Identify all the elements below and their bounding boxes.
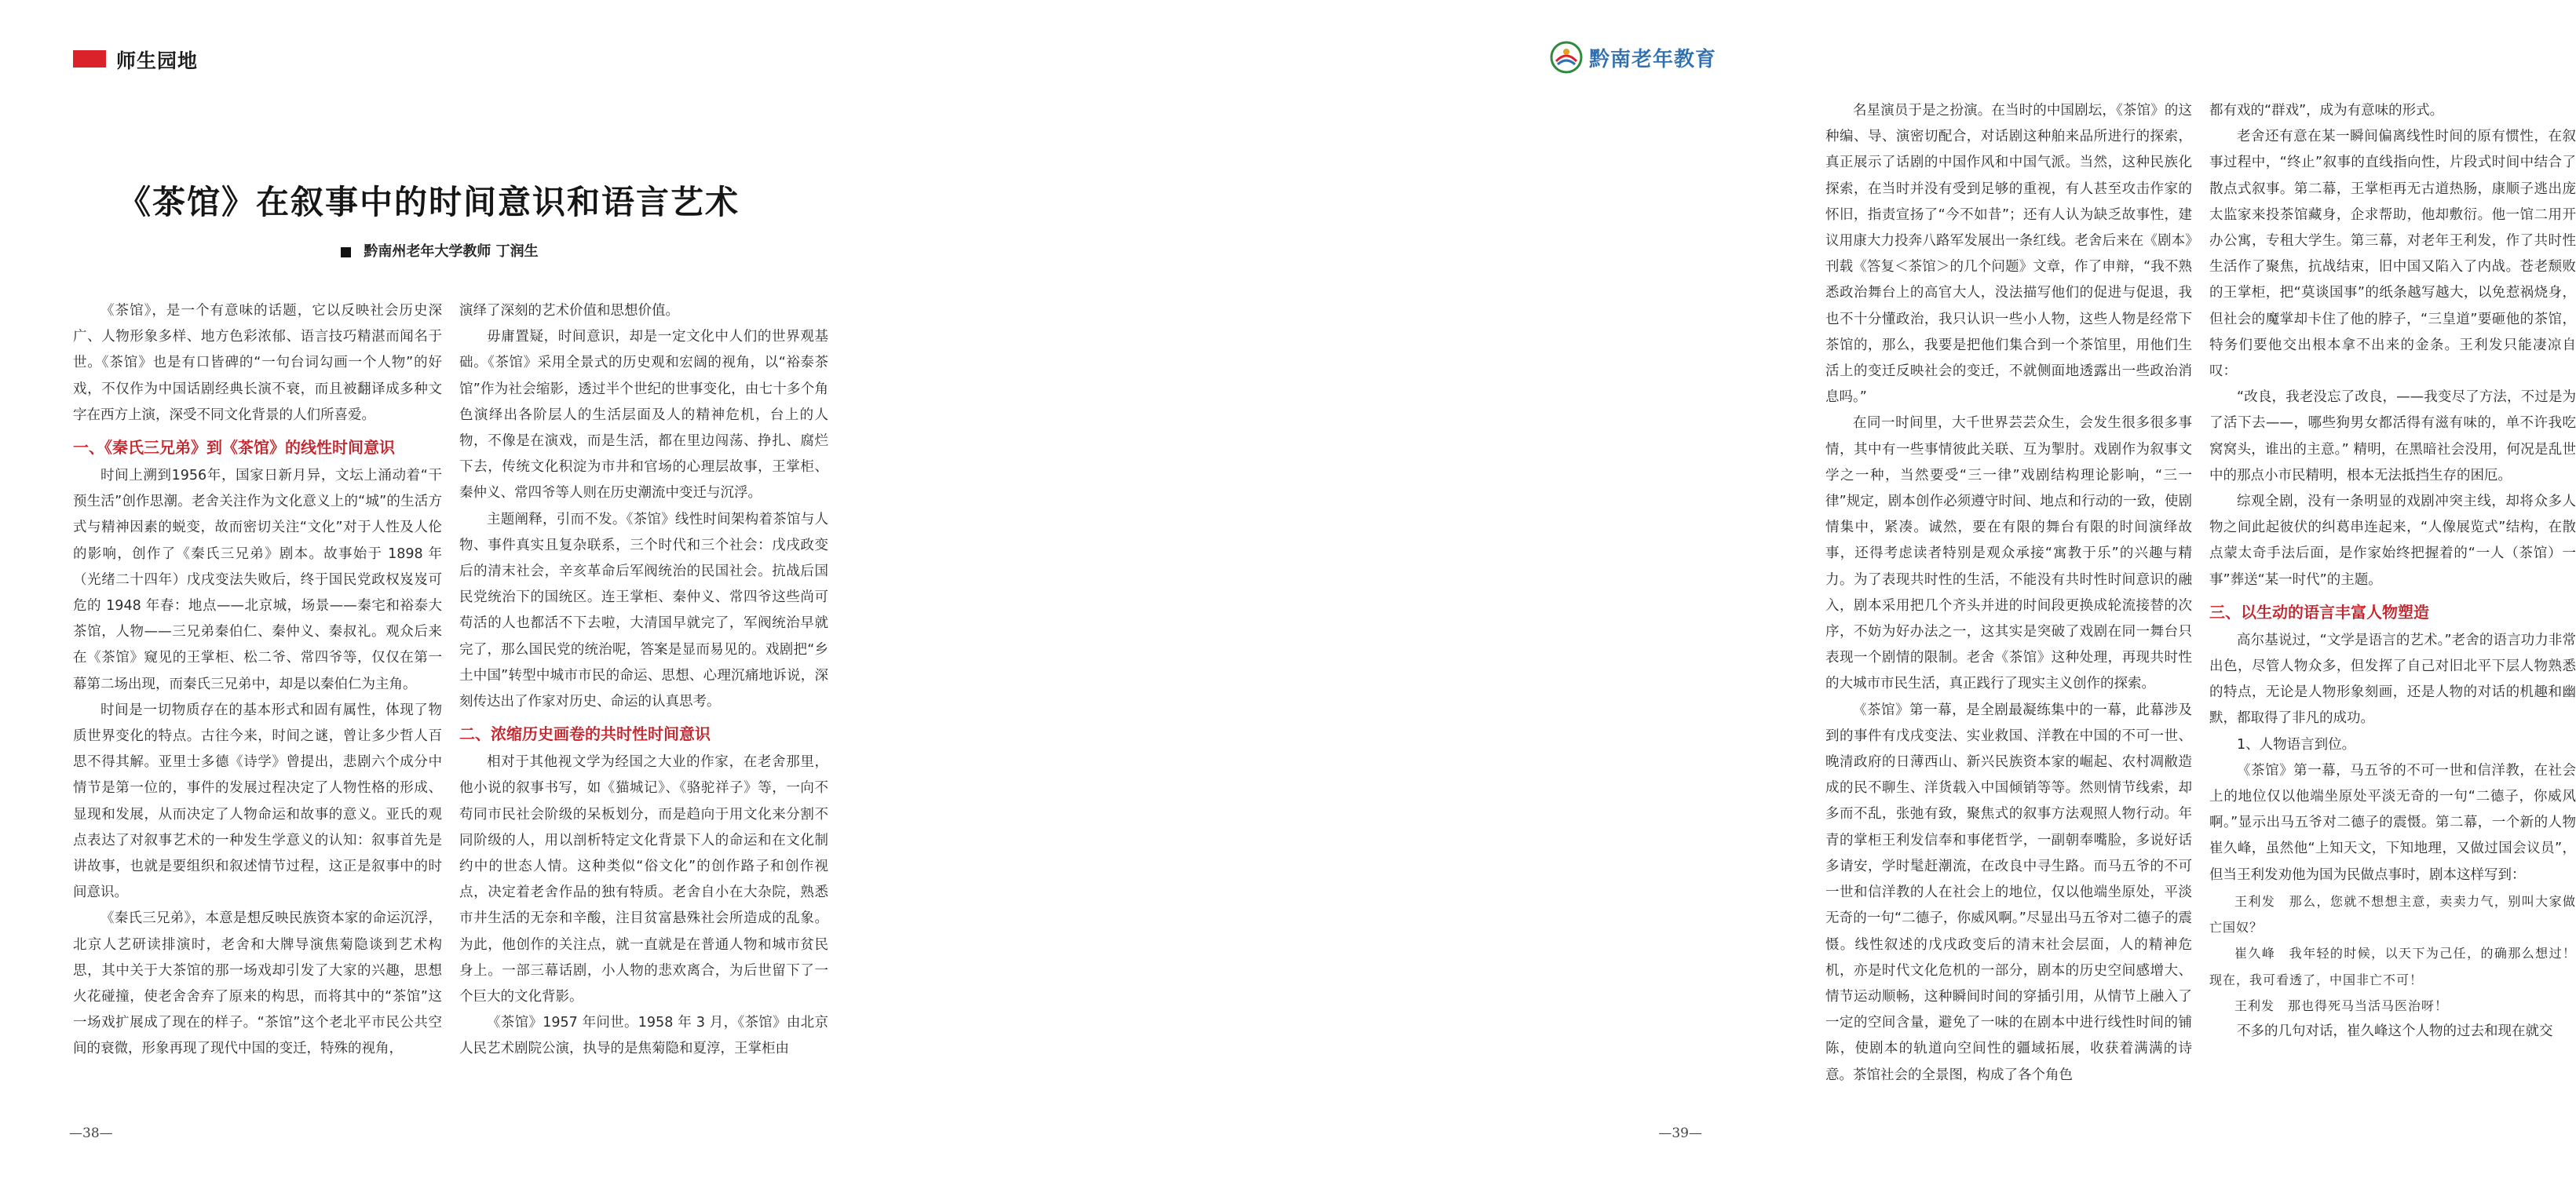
brand-logo-icon bbox=[1550, 41, 1583, 74]
column-1 bbox=[73, 298, 442, 1063]
paragraph: 《茶馆》1957 年问世。1958 年 3 月，《茶馆》由北京人民艺术剧院公演，执导的是焦菊隐和夏淳，王掌柜由 bbox=[459, 1015, 828, 1057]
paragraph: 1、人物语言到位。 bbox=[2237, 736, 2356, 753]
paragraph: 主题阐释，引而不发。《茶馆》线性时间架构着茶馆与人物、事件真实且复杂联系，三个时代和三个社会：戊戌政变后的清末社会，辛亥革命后军阀统治的民国社会。抗战后国民党统治下的国统区。连王掌柜、秦仲义、常四爷这些尚可苟活的人也都活不下去啦，大清国早就完了，军阀统治早就完了，那么国民党的统治呢，答案是显而易见的。戏剧把“乡土中国”转型中城市市民的命运、思想、心理沉痛地诉说，深刻传达出了作家对历史、命运的认真思考。 bbox=[459, 511, 828, 710]
paragraph: 《茶馆》第一幕，马五爷的不可一世和信洋教，在社会上的地位仅以他端坐原处平淡无奇的一句“二德子，你威风啊。”显示出马五爷对二德子的震慑。第二幕，一个新的人物崔久峰，虽然他“上知天文，下知地理，又做过国会议员”，但当王利发劝他为国为民做点事时，剧本这样写到： bbox=[2209, 762, 2576, 883]
square-bullet-icon bbox=[341, 247, 351, 257]
paragraph: 高尔基说过，“文学是语言的艺术。”老舍的语言功力非常出色，尽管人物众多，但发挥了自己对旧北平下层人物熟悉的特点，无论是人物形象刻画，还是人物的对话的机趣和幽默，都取得了非凡的成功。 bbox=[2209, 632, 2576, 727]
paragraph: 《茶馆》第一幕，是全剧最凝练集中的一幕，此幕涉及到的事件有戊戌变法、实业救国、洋教在中国的不可一世、晚清政府的日薄西山、新兴民族资本家的崛起、农村凋敝造成的民不聊生、洋货载入中国倾销等等。然则情节线索，却多而不乱，张弛有致，聚焦式的叙事方法观照人物行动。年青的掌柜王利发信奉和事佬哲学，一副朝奉嘴脸，多说好话多请安，学时髦赶潮流，在改良中寻生路。而马五爷的不可一世和信洋教的人在社会上的地位，仅以他端坐原处，平淡无奇的一句“二德子，你威风啊。”尽显出马五爷对二德子的震慑。线性叙述的戊戌政变后的清末社会层面，人的精神危机，亦是时代文化危机的一部分，剧本的历史空间感增大、情节运动顺畅，这种瞬间时间的穿插引用，从情节上融入了一定的空间含量，避免了一味的在剧本中进行线性时间的铺陈，使剧本的轨道向空间性的疆域拓展，收获着满满的诗意。茶馆社会的全景图，构成了各个角色 bbox=[1825, 702, 2192, 1083]
script-line: 王利发 那么，您就不想想主意，卖卖力气，别叫大家做亡国奴？ bbox=[2209, 893, 2576, 936]
paragraph: 综观全剧，没有一条明显的戏剧冲突主线，却将众多人物之间此起彼伏的纠葛串连起来，“人像展览式”结构，在散点蒙太奇手法后面，是作家始终把握着的“一人（茶馆）一事”葬送“某一时代”的主题。 bbox=[2209, 494, 2576, 588]
right-page bbox=[879, 0, 2576, 1193]
paragraph: 都有戏的“群戏”，成为有意味的形式。 bbox=[2209, 103, 2444, 119]
paragraph: 老舍还有意在某一瞬间偏离线性时间的原有惯性，在叙事过程中，“终止”叙事的直线指向性，片段式时间中结合了散点式叙事。第二幕，王掌柜再无古道热肠，康顺子逃出庞太监家来投茶馆藏身，企求帮助，他却敷衍。他一馆二用开办公寓，专租大学生。第三幕，对老年王利发，作了共时性生活作了聚焦，抗战结束，旧中国又陷入了内战。苍老颓败的王掌柜，把“莫谈国事”的纸条越写越大，以免惹祸烧身，但社会的魔掌却卡住了他的脖子，“三皇道”要砸他的茶馆，特务们要他交出根本拿不出来的金条。王利发只能凄凉自叹： bbox=[2209, 129, 2576, 380]
brand-name: 黔南老年教育 bbox=[1588, 47, 1716, 71]
page-number-left: —38— bbox=[69, 1126, 113, 1141]
byline-text: 黔南州老年大学教师 丁润生 bbox=[364, 243, 539, 260]
section-marker bbox=[73, 50, 106, 67]
paragraph: 演绎了深刻的艺术价值和思想价值。 bbox=[459, 303, 679, 319]
paragraph: 相对于其他视文学为经国之大业的作家，在老舍那里，他小说的叙事书写，如《猫城记》、《骆驼祥子》等，一向不苟同市民社会阶级的呆板划分，而是趋向于用文化来分割不同阶级的人，用以剖析特定文化背景下人的命运和在文化制约中的世态人情。这种类似“俗文化”的创作路子和创作视点，决定着老舍作品的独有特质。老舍自小在大杂院，熟悉市井生活的无奈和辛酸，注目贫富悬殊社会所造成的乱象。为此，他创作的关注点，就一直就是在普通人物和城市贫民身上。一部三幕话剧，小人物的悲欢离合，为后世留下了一个巨大的文化背影。 bbox=[459, 754, 828, 1005]
paragraph: 名星演员于是之扮演。在当时的中国剧坛，《茶馆》的这种编、导、演密切配合，对话剧这种舶来品所进行的探索，真正展示了话剧的中国作风和中国气派。当然，这种民族化探索，在当时并没有受到足够的重视，有人甚至攻击作家的怀旧，指责宣扬了“今不如昔”；还有人认为缺乏故事性，建议用康大力投奔八路军发展出一条红线。老舍后来在《剧本》刊载《答复＜茶馆＞的几个问题》文章，作了申辩，“我不熟悉政治舞台上的高官大人，没法描写他们的促进与促退，我也不十分懂政治，我只认识一些小人物，这些人物是经常下茶馆的，那么，我要是把他们集合到一个茶馆里，用他们生活上的变迁反映社会的变迁，不就侧面地透露出一些政治消息吗。” bbox=[1825, 103, 2192, 406]
byline bbox=[0, 240, 879, 261]
paragraph: 在同一时间里，大千世界芸芸众生，会发生很多很多事情，其中有一些事情彼此关联、互为掣肘。戏剧作为叙事文学之一种，当然要受“三一律”戏剧结构理论影响，“三一律”规定，剧本创作必须遵守时间、地点和行动的一致，使剧情集中，紧凑。诚然，要在有限的舞台有限的时间演绎故事，还得考虑读者特别是观众承接“寓教于乐”的兴趣与精力。为了表现共时性的生活，不能没有共时性时间意识的融入，剧本采用把几个齐头并进的时间段更换成轮流接替的次序，不妨为好办法之一，这其实是突破了戏剧在同一舞台只表现一个剧情的限制。老舍《茶馆》这种处理，再现共时性的大城市市民生活，真正践行了现实主义创作的探索。 bbox=[1825, 415, 2192, 692]
paragraph: 毋庸置疑，时间意识，却是一定文化中人们的世界观基础。《茶馆》采用全景式的历史观和宏阔的视角，以“裕泰茶馆”作为社会缩影，透过半个世纪的世事变化，由七十多个角色演绎出各阶层人的生活层面及人的精神危机，台上的人物，不像是在演戏，而是生活，都在里边闯荡、挣扎、腐烂下去，传统文化积淀为市井和官场的心理层故事，王掌柜、秦仲义、常四爷等人则在历史潮流中变迁与沉浮。 bbox=[459, 329, 828, 502]
brand bbox=[1550, 41, 1716, 74]
paragraph: 时间上溯到1956年，国家日新月异，文坛上涌动着“干预生活”创作思潮。老舍关注作为文化意义上的“城”的生活方式与精神因素的蜕变，故而密切关注“文化”对于人性及人伦的影响，创作了《秦氏三兄弟》剧本。故事始于 1898 年（光绪二十四年）戊戌变法失败后，终于国民党政权岌岌可危的 1948 年春：地点——北京城，场景——秦宅和裕泰大茶馆，人物——三兄弟秦伯仁、秦仲义、秦叔礼。观众后来在《茶馆》窥见的王掌柜、松二爷、常四爷等，仅仅在第一幕第二场出现，而秦氏三兄弟中，却是以秦伯仁为主角。 bbox=[73, 468, 442, 692]
paragraph: 《茶馆》，是一个有意味的话题，它以反映社会历史深广、人物形象多样、地方色彩浓郁、语言技巧精湛而闻名于世。《茶馆》也是有口皆碑的“一句台词勾画一个人物”的好戏，不仅作为中国话剧经典长演不衰，而且被翻译成多种文字在西方上演，深受不同文化背景的人们所喜爱。 bbox=[73, 303, 442, 423]
script-line: 崔久峰 我年轻的时候，以天下为己任，的确那么想过！现在，我可看透了，中国非亡不可！ bbox=[2209, 946, 2576, 987]
article-title: 《茶馆》在叙事中的时间意识和语言艺术 bbox=[118, 183, 740, 221]
paragraph: 《秦氏三兄弟》，本意是想反映民族资本家的命运沉浮，北京人艺研读排演时，老舍和大牌导演焦菊隐谈到艺术构思，其中关于大茶馆的那一场戏却引发了大家的兴趣，思想火花碰撞，使老舍舍弃了原来的构思，而将其中的“茶馆”这一场戏扩展成了现在的样子。“茶馆”这个老北平市民公共空间的衰微，形象再现了现代中国的变迁，特殊的视角， bbox=[73, 910, 442, 1057]
column-2 bbox=[459, 298, 828, 1063]
paragraph: “改良，我老没忘了改良，——我变尽了方法，不过是为了活下去——，哪些狗男女都活得有滋有味的，单不许我吃窝窝头，谁出的主意。” 精明，在黑暗社会没用，何况是乱世中的那点小市民精明，根本无法抵挡生存的困厄。 bbox=[2209, 389, 2576, 483]
column-4 bbox=[2209, 98, 2576, 1045]
left-page bbox=[0, 0, 879, 1193]
paragraph: 不多的几句对话，崔久峰这个人物的过去和现在就交 bbox=[2237, 1023, 2553, 1039]
paragraph: 时间是一切物质存在的基本形式和固有属性，体现了物质世界变化的特点。古往今来，时间之谜，曾让多少哲人百思不得其解。亚里士多德《诗学》曾提出，悲剧六个成分中情节是第一位的，事件的发展过程决定了人物性格的形成、显现和发展，从而决定了人物命运和故事的意义。亚氏的观点表达了对叙事艺术的一种发生学意义的认知：叙事首先是讲故事，也就是要组织和叙述情节过程，这正是叙事中的时间意识。 bbox=[73, 702, 442, 901]
section-heading-3: 三、以生动的语言丰富人物塑造 bbox=[2209, 602, 2429, 622]
section-label: 师生园地 bbox=[116, 49, 199, 72]
page-number-right: —39— bbox=[1658, 1126, 1702, 1141]
section-heading-2: 二、浓缩历史画卷的共时性时间意识 bbox=[459, 724, 711, 744]
section-heading-1: 一、《秦氏三兄弟》到《茶馆》的线性时间意识 bbox=[73, 438, 395, 458]
column-3 bbox=[1825, 98, 2192, 1089]
script-line: 王利发 那也得死马当活马医治呀！ bbox=[2234, 998, 2449, 1013]
